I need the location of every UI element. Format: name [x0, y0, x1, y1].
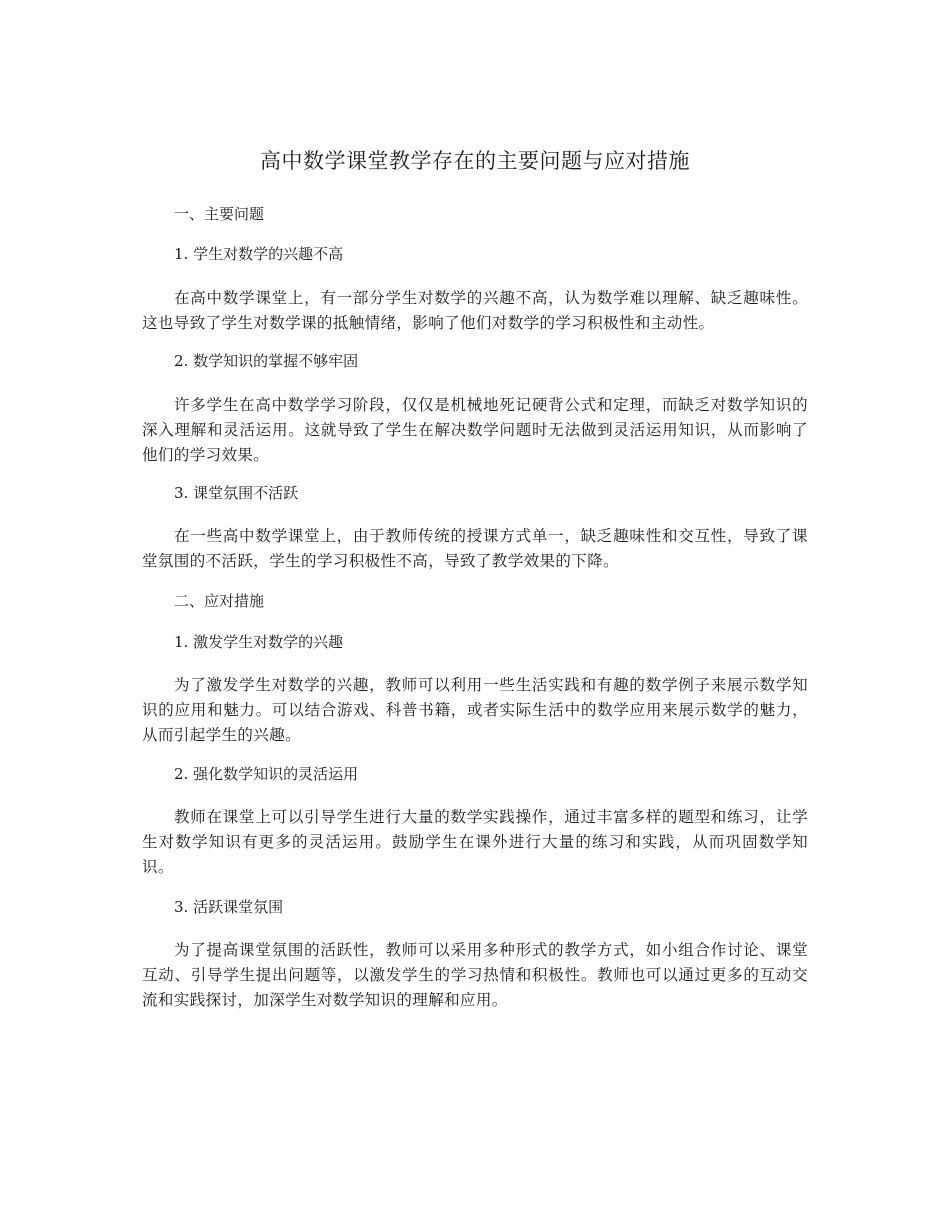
- paragraph-low-interest: 在高中数学课堂上，有一部分学生对数学的兴趣不高，认为数学难以理解、缺乏趣味性。这也导致了学生对数学课的抵触情绪，影响了他们对数学的学习积极性和主动性。: [142, 289, 808, 332]
- paragraph-stimulate-interest: 为了激发学生对数学的兴趣，教师可以利用一些生活实践和有趣的数学例子来展示数学知识的应用和魅力。可以结合游戏、科普书籍，或者实际生活中的数学应用来展示数学的魅力，从而引起学生的兴趣。: [142, 676, 808, 744]
- subheading-low-interest: 1. 学生对数学的兴趣不高: [174, 245, 344, 263]
- subheading-stimulate-interest: 1. 激发学生对数学的兴趣: [174, 633, 344, 651]
- paragraph-flexible-use: 教师在课堂上可以引导学生进行大量的数学实践操作，通过丰富多样的题型和练习，让学生对数学知识有更多的灵活运用。鼓励学生在课外进行大量的练习和实践，从而巩固数学知识。: [142, 808, 808, 876]
- subheading-flexible-use: 2. 强化数学知识的灵活运用: [174, 765, 359, 783]
- section-heading-problems: 一、主要问题: [174, 205, 265, 223]
- section-heading-measures: 二、应对措施: [174, 592, 265, 610]
- paragraph-active-atmosphere: 为了提高课堂氛围的活跃性，教师可以采用多种形式的教学方式，如小组合作讨论、课堂互动、引导学生提出问题等，以激发学生的学习热情和积极性。教师也可以通过更多的互动交流和实践探讨，加深学生对数学知识的理解和应用。: [142, 941, 808, 1009]
- paragraph-inactive-class: 在一些高中数学课堂上，由于教师传统的授课方式单一，缺乏趣味性和交互性，导致了课堂氛围的不活跃，学生的学习积极性不高，导致了教学效果的下降。: [142, 527, 808, 570]
- subheading-weak-knowledge: 2. 数学知识的掌握不够牢固: [174, 352, 359, 370]
- document-title: 高中数学课堂教学存在的主要问题与应对措施: [260, 149, 690, 173]
- paragraph-weak-knowledge: 许多学生在高中数学学习阶段，仅仅是机械地死记硬背公式和定理，而缺乏对数学知识的深入理解和灵活运用。这就导致了学生在解决数学问题时无法做到灵活运用知识，从而影响了他们的学习效果。: [142, 396, 808, 464]
- subheading-inactive-class: 3. 课堂氛围不活跃: [174, 484, 299, 502]
- subheading-active-atmosphere: 3. 活跃课堂氛围: [174, 898, 284, 916]
